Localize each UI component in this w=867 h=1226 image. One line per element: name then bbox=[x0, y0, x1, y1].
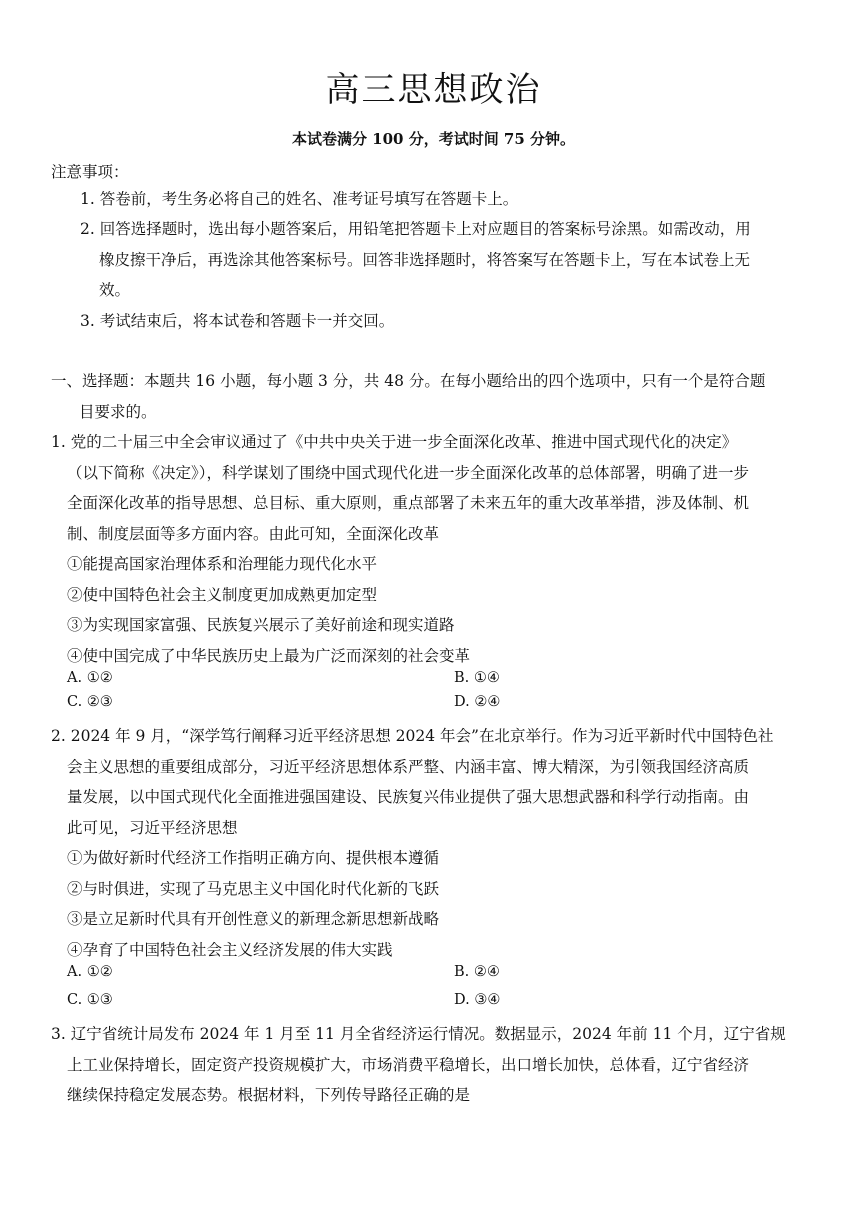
statement: ①为做好新时代经济工作指明正确方向、提供根本遵循 bbox=[67, 849, 440, 867]
option-d: D. ③④ bbox=[454, 992, 501, 1008]
stem-line: 2. 2024 年 9 月，“深学笃行阐释习近平经济思想 2024 年会”在北京举行。作为习近平新时代中国特色社 bbox=[51, 727, 774, 745]
statement: ④使中国完成了中华民族历史上最为广泛而深刻的社会变革 bbox=[67, 646, 471, 665]
stem-line: 上工业保持增长，固定资产投资规模扩大，市场消费平稳增长，出口增长加快，总体看，辽宁省经济 bbox=[67, 1055, 750, 1074]
option-b: B. ②④ bbox=[454, 964, 500, 980]
option-a: A. ①② bbox=[67, 964, 113, 980]
notice-item bbox=[80, 306, 394, 337]
question-1-statements bbox=[67, 549, 470, 671]
stem-line: 此可见，习近平经济思想 bbox=[67, 818, 238, 837]
statement: ①能提高国家治理体系和治理能力现代化水平 bbox=[67, 555, 378, 573]
statement: ③为实现国家富强、民族复兴展示了美好前途和现实道路 bbox=[67, 616, 455, 634]
notice-line: 1. 答卷前，考生务必将自己的姓名、准考证号填写在答题卡上。 bbox=[80, 190, 519, 208]
question-3-stem bbox=[51, 1019, 786, 1111]
section-heading bbox=[51, 366, 765, 427]
stem-line: 制、制度层面等多方面内容。由此可知，全面深化改革 bbox=[67, 524, 440, 543]
page-title: 高三思想政治 bbox=[325, 70, 542, 110]
notice-item bbox=[80, 214, 751, 306]
stem-line: （以下简称《决定》），科学谋划了围绕中国式现代化进一步全面深化改革的总体部署，明确了进一步 bbox=[67, 463, 750, 482]
notice-line: 效。 bbox=[99, 281, 131, 299]
stem-line: 1. 党的二十届三中全会审议通过了《中共中央关于进一步全面深化改革、推进中国式现代化的决定》 bbox=[51, 433, 738, 451]
question-1-stem bbox=[51, 427, 749, 549]
stem-line: 会主义思想的重要组成部分，习近平经济思想体系严整、内涵丰富、博大精深，为引领我国经济高质 bbox=[67, 757, 750, 776]
option-c: C. ①③ bbox=[67, 992, 113, 1008]
statement: ④孕育了中国特色社会主义经济发展的伟大实践 bbox=[67, 940, 393, 959]
stem-line: 全面深化改革的指导思想、总目标、重大原则，重点部署了未来五年的重大改革举措，涉及体制、机 bbox=[67, 494, 750, 512]
statement: ②与时俱进，实现了马克思主义中国化时代化新的飞跃 bbox=[67, 879, 440, 898]
section-line: 目要求的。 bbox=[79, 402, 157, 421]
option-b: B. ①④ bbox=[454, 670, 500, 686]
exam-info: 本试卷满分 100 分，考试时间 75 分钟。 bbox=[291, 130, 576, 148]
statement: ③是立足新时代具有开创性意义的新理念新思想新战略 bbox=[67, 910, 440, 928]
notice-line: 橡皮擦干净后，再选涂其他答案标号。回答非选择题时，将答案写在答题卡上，写在本试卷上无 bbox=[99, 250, 751, 269]
question-2-statements bbox=[67, 843, 439, 965]
stem-line: 量发展，以中国式现代化全面推进强国建设、民族复兴伟业提供了强大思想武器和科学行动指南。由 bbox=[67, 788, 750, 806]
stem-line: 3. 辽宁省统计局发布 2024 年 1 月至 11 月全省经济运行情况。数据显示，2024 年前 11 个月，辽宁省规 bbox=[51, 1025, 786, 1043]
question-2-stem bbox=[51, 721, 773, 843]
option-d: D. ②④ bbox=[454, 694, 501, 710]
option-a: A. ①② bbox=[67, 670, 113, 686]
stem-line: 继续保持稳定发展态势。根据材料，下列传导路径正确的是 bbox=[67, 1086, 471, 1104]
statement: ②使中国特色社会主义制度更加成熟更加定型 bbox=[67, 585, 378, 604]
notice-item bbox=[80, 184, 518, 215]
option-c: C. ②③ bbox=[67, 694, 113, 710]
section-line: 一、选择题：本题共 16 小题，每小题 3 分，共 48 分。在每小题给出的四个选项中，只有一个是符合题 bbox=[51, 372, 766, 390]
notice-line: 3. 考试结束后，将本试卷和答题卡一并交回。 bbox=[80, 312, 395, 330]
notice-line: 2. 回答选择题时，选出每小题答案后，用铅笔把答题卡上对应题目的答案标号涂黑。如需改动，用 bbox=[80, 220, 751, 238]
notice-heading: 注意事项： bbox=[51, 163, 129, 181]
